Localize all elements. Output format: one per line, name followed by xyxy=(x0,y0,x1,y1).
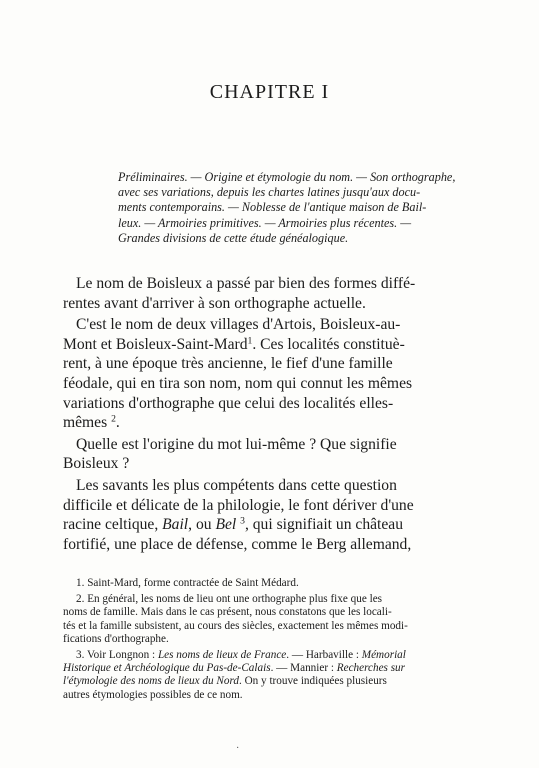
footnote-3-line xyxy=(63,675,473,688)
paragraph-line: Le nom de Boisleux a passé par bien des formes diffé- xyxy=(76,275,416,292)
text-run: . — Mannier : xyxy=(270,662,337,675)
paragraph-line: rentes avant d'arriver à son orthographe actuelle. xyxy=(63,294,366,312)
footnote-3-line xyxy=(63,649,473,662)
summary-line: Grandes divisions de cette étude généalogique. xyxy=(118,230,349,245)
term-bel: Bel xyxy=(215,516,237,534)
paragraph-line: rent, à une époque très ancienne, le fief d'une famille xyxy=(63,355,393,373)
cited-title: Les noms de lieux de France xyxy=(157,649,287,662)
paragraph-line: Boisleux ? xyxy=(63,455,130,473)
paragraph-line xyxy=(63,413,473,433)
text-run: . — Harbaville : xyxy=(286,649,362,662)
text-run: . Ces localités constituè- xyxy=(252,335,405,353)
summary-line: Préliminaires. — Origine et étymologie du nom. — Son orthographe, xyxy=(118,170,456,184)
text-run: mêmes xyxy=(63,414,112,432)
footnote-1: 1. Saint-Mard, forme contractée de Saint Médard. xyxy=(76,577,299,589)
summary-line: leux. — Armoiries primitives. — Armoiries plus récentes. — xyxy=(118,215,412,230)
text-run: , qui signifiait un château xyxy=(244,516,404,534)
cited-title: Recherches sur xyxy=(336,662,406,675)
paragraph-line: féodale, qui en tira son nom, nom qui connut les mêmes xyxy=(63,374,413,392)
paragraph-line xyxy=(63,515,473,535)
text-run: , ou xyxy=(188,516,216,534)
footnote-ref-3: 3 xyxy=(240,515,245,527)
page-mark: · xyxy=(236,743,240,754)
text-run: racine celtique, xyxy=(63,516,163,534)
term-bail: Bail xyxy=(162,516,189,534)
paragraph-line: variations d'orthographe que celui des localités elles- xyxy=(63,394,394,412)
footnote-3-line xyxy=(63,662,473,675)
paragraph-line: Quelle est l'origine du mot lui-même ? Que signifie xyxy=(76,435,397,453)
chapter-summary xyxy=(118,170,489,246)
text-run: . On y trouve indiquées plusieurs xyxy=(238,675,387,688)
footnote-2-line: noms de famille. Mais dans le cas présent, nous constatons que les locali- xyxy=(63,606,392,619)
paragraph-line: Les savants les plus compétents dans cette question xyxy=(76,476,397,494)
cited-title: l'étymologie des noms de lieux du Nord xyxy=(63,675,239,688)
summary-line: avec ses variations, depuis les chartes latines jusqu'aux docu- xyxy=(118,185,421,200)
text-run: . xyxy=(115,414,120,432)
text-run: 3. Voir Longnon : xyxy=(76,649,158,662)
paragraph-line xyxy=(63,335,473,355)
cited-title: Historique et Archéologique du Pas-de-Calais xyxy=(63,662,271,675)
summary-line: ments contemporains. — Noblesse de l'antique maison de Bail- xyxy=(118,200,427,215)
body-text xyxy=(63,274,473,554)
footnote-ref-1: 1 xyxy=(247,335,253,347)
text-run: Mont et Boisleux-Saint-Mard xyxy=(63,335,248,353)
footnote-2-line: 2. En général, les noms de lieu ont une orthographe plus fixe que les xyxy=(76,593,383,606)
footnote-2-line: fications d'orthographe. xyxy=(63,632,169,645)
chapter-title: CHAPITRE I xyxy=(209,81,330,103)
footnote-2-line: tés et la famille subsistent, au cours des siècles, exactement les mêmes modi- xyxy=(63,619,408,632)
footnote-3-line: autres étymologies possibles de ce nom. xyxy=(63,688,243,701)
footnotes xyxy=(63,577,473,702)
paragraph-line: fortifié, une place de défense, comme le Berg allemand, xyxy=(63,535,412,553)
paragraph-line: C'est le nom de deux villages d'Artois, Boisleux-au- xyxy=(76,316,401,334)
paragraph-line: difficile et délicate de la philologie, le font dériver d'une xyxy=(63,496,414,514)
footnote-ref-2: 2 xyxy=(111,413,116,425)
cited-title: Mémorial xyxy=(361,649,406,662)
